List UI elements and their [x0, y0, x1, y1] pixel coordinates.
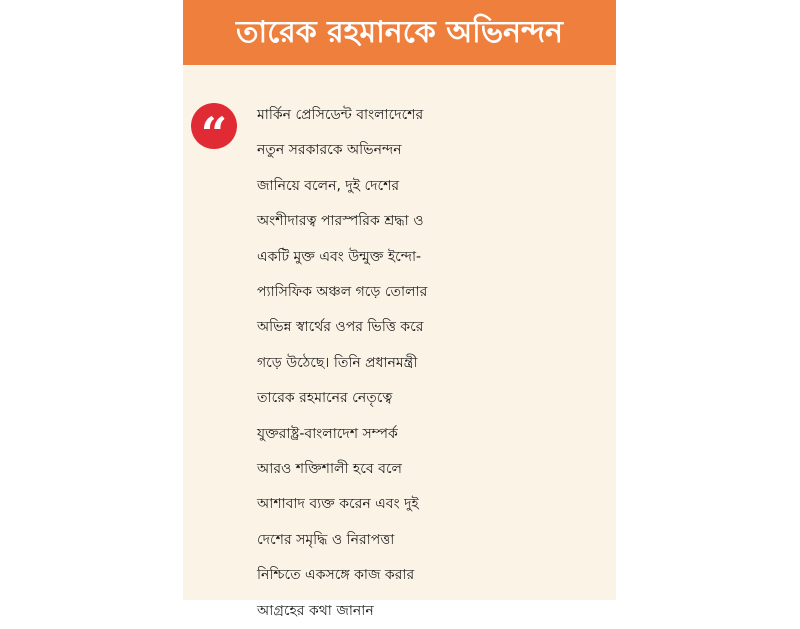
quote-line: জানিয়ে বলেন, দুই দেশের — [257, 177, 400, 194]
quote-line: নিশ্চিতে একসঙ্গে কাজ করার — [257, 567, 415, 584]
quote-line: প্যাসিফিক অঞ্চল গড়ে তোলার — [257, 284, 428, 301]
quote-mark-glyph: “ — [200, 107, 228, 149]
quote-line: দেশের সমৃদ্ধি ও নিরাপত্তা — [257, 531, 395, 548]
quote-line: অভিন্ন স্বার্থের ওপর ভিত্তি করে — [257, 319, 424, 336]
quote-line: আরও শক্তিশালী হবে বলে — [257, 461, 402, 478]
quote-line: যুক্তরাষ্ট্র-বাংলাদেশ সম্পর্ক — [257, 425, 398, 442]
quote-body — [257, 98, 613, 629]
quote-line: অংশীদারত্ব পারস্পরিক শ্রদ্ধা ও — [257, 213, 424, 230]
card-header — [183, 0, 616, 65]
quote-line: একটি মুক্ত এবং উন্মুক্ত ইন্দো- — [257, 248, 422, 265]
card-title: তারেক রহমানকে অভিনন্দন — [235, 14, 563, 50]
quote-card — [183, 0, 616, 619]
quote-line: মার্কিন প্রেসিডেন্ট বাংলাদেশের — [257, 107, 424, 123]
quote-mark-icon — [191, 103, 237, 149]
quote-line: আগ্রহের কথা জানান — [257, 602, 374, 619]
quote-line: নতুন সরকারকে অভিনন্দন — [257, 142, 402, 159]
quote-line: গড়ে উঠেছে। তিনি প্রধানমন্ত্রী — [257, 354, 418, 371]
quote-line: তারেক রহমানের নেতৃত্বে — [257, 390, 393, 407]
quote-line: আশাবাদ ব্যক্ত করেন এবং দুই — [257, 496, 419, 513]
